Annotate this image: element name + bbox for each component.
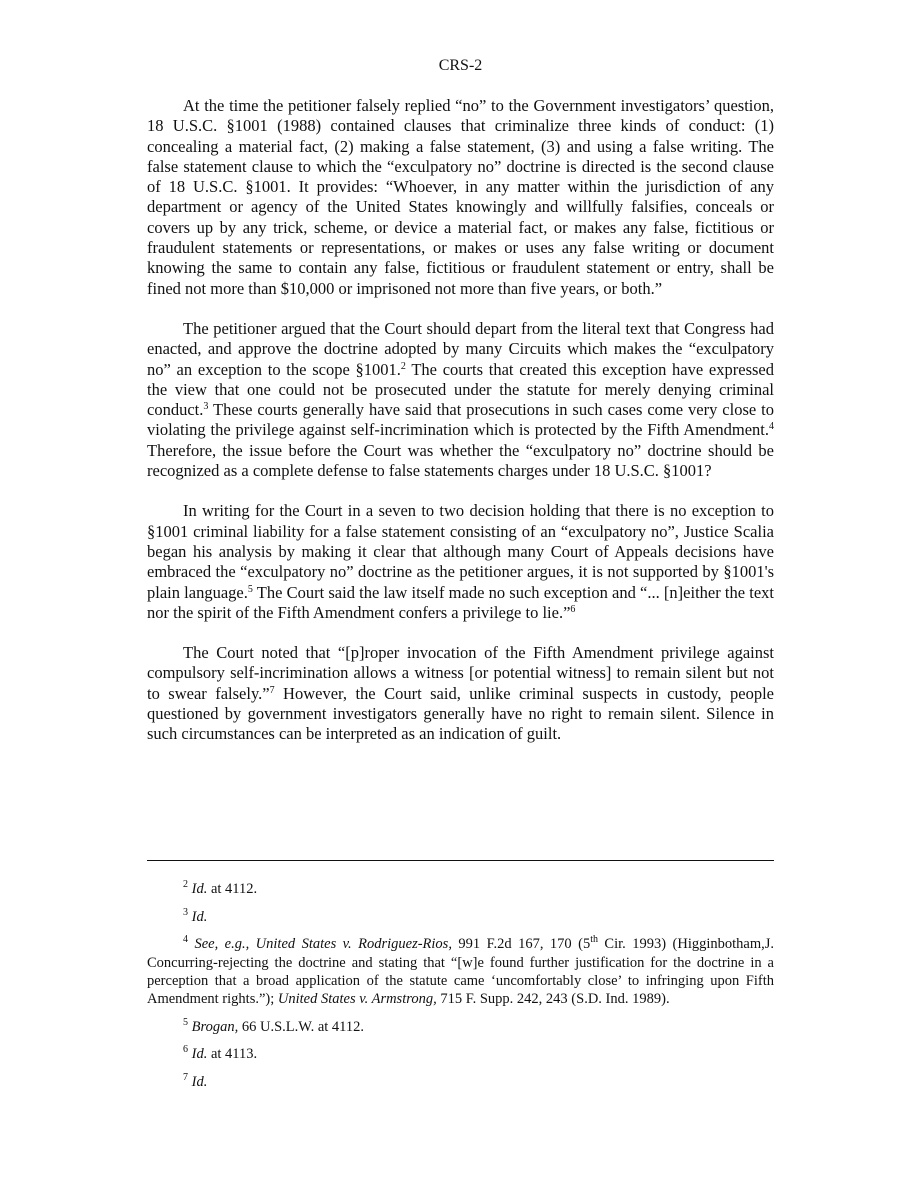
footnote-ref-6[interactable]: 6 (570, 603, 576, 615)
paragraph-1 (147, 96, 774, 299)
footnote-5 (147, 1018, 774, 1036)
paragraph-3-text-a: In writing for the Court in a seven to two decision holding that there is no exception to §1001 criminal liability for a false statement consisting of an “exculpatory no”, Justice Scalia began his analysis by making it clear that although many Court of Appeals decisions have embraced the “exculpatory no” doctrine as the petitioner argues, it is not supported by §1001's plain language. (147, 501, 774, 602)
footnote-6-cite: Id. (191, 1046, 208, 1063)
paragraph-1-text: At the time the petitioner falsely replied “no” to the Government investigators’ question, 18 U.S.C. §1001 (1988) contained clauses that criminalize three kinds of conduct: (1) concealing a material fact, (2) making a false statement, (3) and using a false writing. The false statement clause to which the “exculpatory no” doctrine is directed is the second clause of 18 U.S.C. §1001. It provides: “Whoever, in any matter within the jurisdiction of any department or agency of the United States knowingly and willfully falsifies, conceals or covers up by any trick, scheme, or device a material fact, or makes any false, fictitious or fraudulent statements or representations, or makes or uses any false writing or document knowing the same to contain any false, fictitious or fraudulent statement or entry, shall be fined not more than $10,000 or imprisoned not more than five years, or both.” (147, 96, 774, 298)
page-body (147, 56, 774, 765)
footnote-2-number: 2 (183, 879, 188, 890)
footnotes-section (147, 880, 774, 1101)
footnote-4-text-c: 715 F. Supp. 242, 243 (S.D. Ind. 1989). (436, 991, 670, 1008)
paragraph-4-text-a: The Court noted that “[p]roper invocation of the Fifth Amendment privilege against compulsory self-incrimination allows a witness [or potential witness] to remain silent but not to swear falsely.” (147, 643, 774, 703)
footnote-4-cite: See, e.g., United States v. Rodriguez-Rios, (194, 936, 452, 953)
footnote-3-number: 3 (183, 906, 188, 918)
footnote-ref-2[interactable]: 2 (400, 360, 406, 372)
paragraph-2-text-d: Therefore, the issue before the Court was whether the “exculpatory no” doctrine should be recognized as a complete defense to false statements charges under 18 U.S.C. §1001? (147, 440, 774, 481)
footnote-2-cite: Id. (191, 881, 208, 897)
paragraph-3-text-b: The Court said the law itself made no such exception and “... [n]either the text nor the spirit of the Fifth Amendment confers a privilege to lie.” (147, 582, 774, 622)
footnote-ref-4[interactable]: 4 (769, 421, 774, 433)
paragraph-4 (147, 643, 774, 744)
footnote-2 (147, 880, 774, 898)
footnote-5-number: 5 (183, 1016, 188, 1028)
footnote-6-number: 6 (183, 1044, 188, 1056)
footnote-6 (147, 1045, 774, 1063)
footnote-ref-7[interactable]: 7 (269, 684, 275, 696)
footnote-5-cite: Brogan, (191, 1018, 239, 1035)
footnote-4-text-b: Cir. 1993) (Higginbotham,J. Concurring-rejecting the doctrine and stating that “[w]e found further justification for the doctrine in a perception that a broad application of the statute came ‘uncomfortably close’ to infringing upon Fifth Amendment rights.”); (147, 936, 775, 1008)
page-label: CRS-2 (438, 57, 483, 74)
footnote-3-cite: Id. (191, 908, 208, 925)
footnote-6-text: at 4113. (207, 1046, 258, 1063)
paragraph-2-text-b: The courts that created this exception have expressed the view that one could not be prosecuted under the statute for merely denying criminal conduct. (147, 359, 774, 420)
footnote-ref-3[interactable]: 3 (203, 401, 209, 413)
footnote-4-ordinal: th (590, 934, 598, 946)
footnote-2-text: at 4112. (207, 881, 258, 897)
footnote-4-text-a: 991 F.2d 167, 170 (5 (451, 936, 591, 953)
footnote-4 (147, 935, 774, 1008)
paragraph-2-text-c: These courts generally have said that prosecutions in such cases come very close to violating the privilege against self-incrimination which is protected by the Fifth Amendment. (147, 400, 774, 440)
footnote-5-text: 66 U.S.L.W. at 4112. (238, 1018, 365, 1035)
footnote-4-cite-2: United States v. Armstrong, (277, 991, 437, 1008)
footnote-3 (147, 908, 774, 926)
footnote-divider (147, 860, 774, 861)
footnote-7-number: 7 (183, 1072, 188, 1084)
footnote-7-cite: Id. (191, 1074, 208, 1091)
paragraph-2 (147, 319, 774, 481)
footnote-ref-5[interactable]: 5 (247, 583, 253, 595)
footnote-4-number: 4 (183, 934, 188, 946)
paragraph-3 (147, 501, 774, 623)
paragraph-4-text-b: However, the Court said, unlike criminal suspects in custody, people questioned by government investigators generally have no right to remain silent. Silence in such circumstances can be interpreted as an indication of guilt. (147, 683, 774, 744)
paragraph-2-text-a: The petitioner argued that the Court should depart from the literal text that Congress had enacted, and approve the doctrine adopted by many Circuits which makes the “exculpatory no” an exception to the scope §1001. (147, 318, 774, 379)
footnote-7 (147, 1073, 774, 1091)
